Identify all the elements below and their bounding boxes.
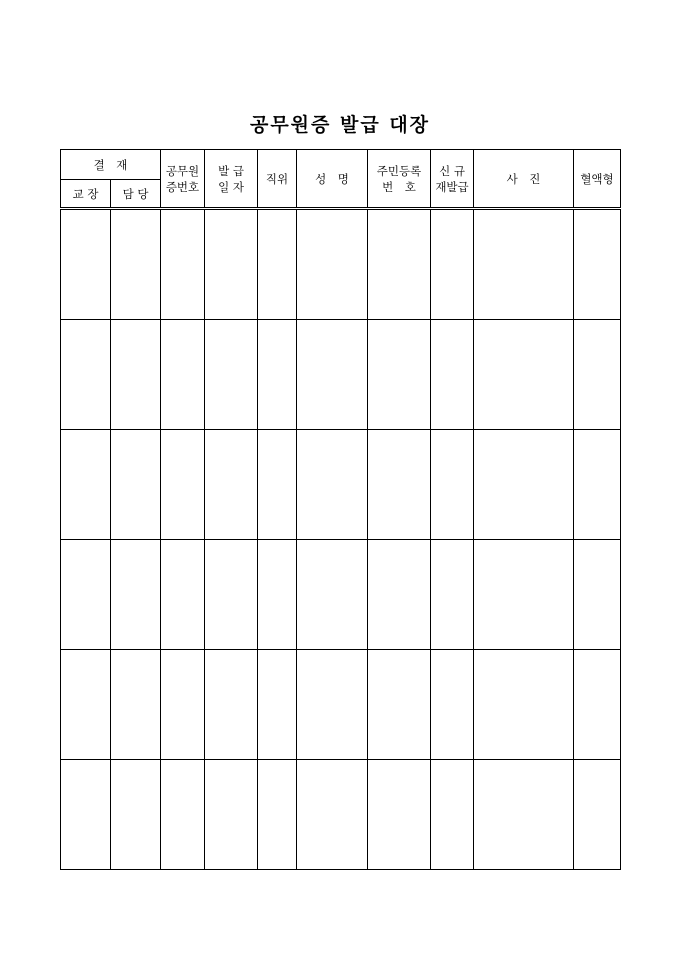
cell-blood-type[interactable] xyxy=(574,320,621,430)
cell-position[interactable] xyxy=(258,209,297,320)
cell-resident-number[interactable] xyxy=(368,540,431,650)
header-principal: 교 장 xyxy=(61,180,111,209)
cell-position[interactable] xyxy=(258,650,297,760)
table-row xyxy=(61,760,621,870)
table-row xyxy=(61,540,621,650)
header-resident-number xyxy=(368,150,431,209)
cell-photo[interactable] xyxy=(474,760,574,870)
cell-id-number[interactable] xyxy=(161,430,205,540)
cell-id-number[interactable] xyxy=(161,760,205,870)
cell-photo[interactable] xyxy=(474,209,574,320)
cell-position[interactable] xyxy=(258,430,297,540)
cell-resident-number[interactable] xyxy=(368,209,431,320)
cell-name[interactable] xyxy=(297,540,368,650)
cell-resident-number[interactable] xyxy=(368,650,431,760)
header-blood-type: 혈액형 xyxy=(574,150,621,209)
cell-blood-type[interactable] xyxy=(574,540,621,650)
cell-new-reissue[interactable] xyxy=(431,320,474,430)
cell-blood-type[interactable] xyxy=(574,430,621,540)
cell-principal-sign[interactable] xyxy=(61,320,111,430)
cell-new-reissue[interactable] xyxy=(431,430,474,540)
cell-position[interactable] xyxy=(258,760,297,870)
header-resident-number-line1: 주민등록 xyxy=(376,163,422,178)
cell-issue-date[interactable] xyxy=(205,650,258,760)
cell-position[interactable] xyxy=(258,540,297,650)
header-id-number-line1: 공무원 xyxy=(165,163,200,178)
cell-blood-type[interactable] xyxy=(574,760,621,870)
cell-blood-type[interactable] xyxy=(574,650,621,760)
header-issue-date-line1: 발 급 xyxy=(218,163,244,178)
cell-photo[interactable] xyxy=(474,650,574,760)
cell-position[interactable] xyxy=(258,320,297,430)
cell-name[interactable] xyxy=(297,760,368,870)
cell-principal-sign[interactable] xyxy=(61,540,111,650)
cell-name[interactable] xyxy=(297,650,368,760)
cell-resident-number[interactable] xyxy=(368,430,431,540)
issuance-ledger-table xyxy=(60,149,621,870)
header-resident-number-line2: 번 호 xyxy=(382,179,416,194)
cell-principal-sign[interactable] xyxy=(61,760,111,870)
header-issue-date xyxy=(205,150,258,209)
cell-issue-date[interactable] xyxy=(205,430,258,540)
header-new-reissue xyxy=(431,150,474,209)
header-new-reissue-line1: 신 규 xyxy=(439,163,465,178)
cell-issue-date[interactable] xyxy=(205,320,258,430)
cell-manager-sign[interactable] xyxy=(111,430,161,540)
table-body xyxy=(61,209,621,870)
cell-photo[interactable] xyxy=(474,320,574,430)
header-name: 성 명 xyxy=(297,150,368,209)
cell-manager-sign[interactable] xyxy=(111,540,161,650)
cell-name[interactable] xyxy=(297,209,368,320)
cell-blood-type[interactable] xyxy=(574,209,621,320)
cell-issue-date[interactable] xyxy=(205,209,258,320)
cell-id-number[interactable] xyxy=(161,209,205,320)
cell-photo[interactable] xyxy=(474,540,574,650)
cell-manager-sign[interactable] xyxy=(111,760,161,870)
header-id-number xyxy=(161,150,205,209)
header-issue-date-line2: 일 자 xyxy=(218,179,244,194)
cell-id-number[interactable] xyxy=(161,540,205,650)
table-header xyxy=(61,150,621,209)
header-manager: 담 당 xyxy=(111,180,161,209)
header-photo: 사 진 xyxy=(474,150,574,209)
cell-principal-sign[interactable] xyxy=(61,430,111,540)
table-row xyxy=(61,320,621,430)
cell-new-reissue[interactable] xyxy=(431,760,474,870)
cell-new-reissue[interactable] xyxy=(431,540,474,650)
cell-issue-date[interactable] xyxy=(205,760,258,870)
cell-manager-sign[interactable] xyxy=(111,320,161,430)
header-position: 직위 xyxy=(258,150,297,209)
table-row xyxy=(61,209,621,320)
cell-new-reissue[interactable] xyxy=(431,209,474,320)
cell-resident-number[interactable] xyxy=(368,320,431,430)
cell-manager-sign[interactable] xyxy=(111,209,161,320)
cell-manager-sign[interactable] xyxy=(111,650,161,760)
cell-photo[interactable] xyxy=(474,430,574,540)
table-row xyxy=(61,650,621,760)
header-approval: 결 재 xyxy=(61,150,161,180)
cell-name[interactable] xyxy=(297,430,368,540)
header-new-reissue-line2: 재발급 xyxy=(435,179,469,194)
cell-principal-sign[interactable] xyxy=(61,650,111,760)
cell-issue-date[interactable] xyxy=(205,540,258,650)
header-id-number-line2: 증번호 xyxy=(165,179,200,194)
cell-resident-number[interactable] xyxy=(368,760,431,870)
page-title: 공무원증 발급 대장 xyxy=(249,114,431,136)
cell-id-number[interactable] xyxy=(161,650,205,760)
cell-principal-sign[interactable] xyxy=(61,209,111,320)
cell-id-number[interactable] xyxy=(161,320,205,430)
table-row xyxy=(61,430,621,540)
cell-name[interactable] xyxy=(297,320,368,430)
cell-new-reissue[interactable] xyxy=(431,650,474,760)
